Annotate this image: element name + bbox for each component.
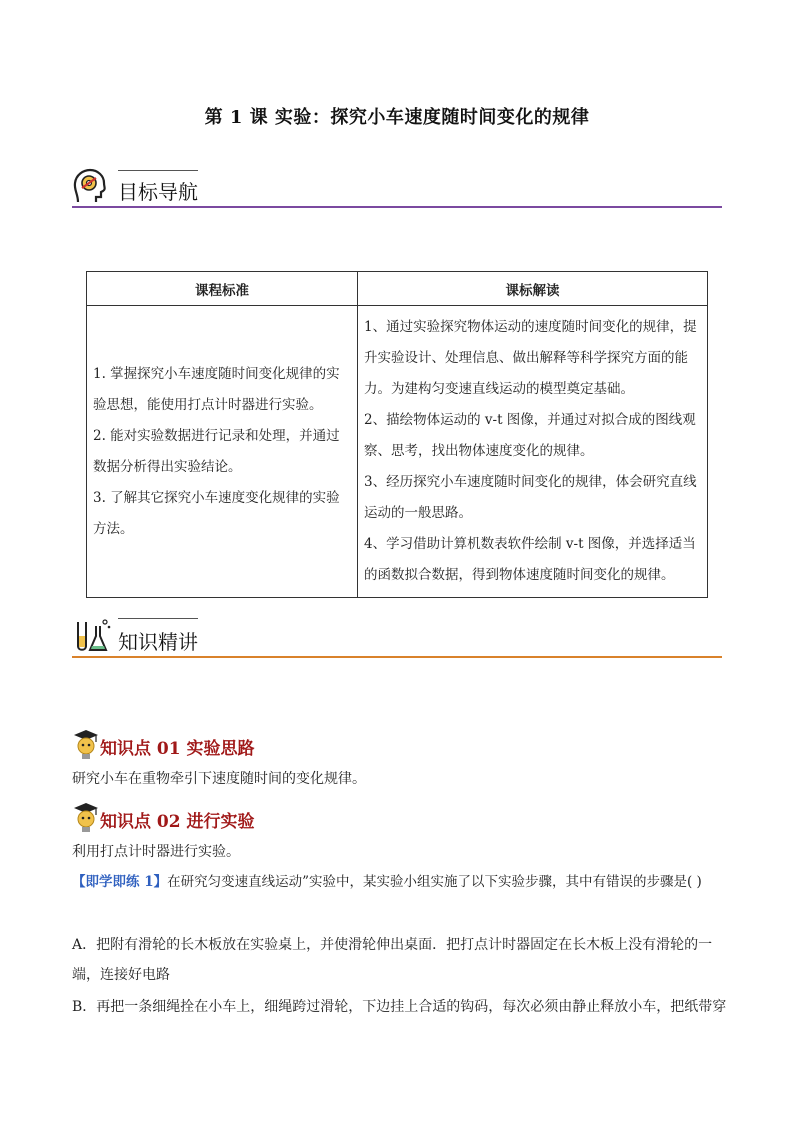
knowledge-point-01 (72, 728, 372, 762)
standard-item: 1. 掌握探究小车速度随时间变化规律的实验思想，能使用打点计时器进行实验。 (93, 365, 340, 413)
interpretation-item: 2、描绘物体运动的 v-t 图像，并通过对拟合成的图线观察、思考，找出物体速度变化的规律。 (364, 412, 696, 459)
section-goal-topline (118, 170, 198, 171)
knowledge-point-02-text: 利用打点计时器进行实验。 (72, 844, 240, 860)
section-goal-rule (72, 206, 722, 208)
page-title: 第 1 课 实验：探究小车速度随时间变化的规律 (204, 107, 590, 128)
knowledge-point-02 (72, 801, 372, 835)
practice-option-b: B．再把一条细绳拴在小车上，细绳跨过滑轮，下边挂上合适的钩码，每次必须由静止释放小车，把纸带穿 (72, 999, 727, 1015)
section-goal-label: 目标导航 (118, 180, 198, 204)
interpretation-item: 4、学习借助计算机数表软件绘制 v-t 图像，并选择适当的函数拟合数据，得到物体速度随时间变化的规律。 (364, 536, 696, 583)
section-knowledge-topline (118, 618, 198, 619)
graduate-bulb-icon (72, 728, 100, 762)
standard-item: 2. 能对实验数据进行记录和处理，并通过数据分析得出实验结论。 (93, 427, 340, 475)
flask-icon (72, 616, 112, 656)
table-header-standard: 课程标准 (87, 272, 358, 306)
table-cell-interpretations (358, 306, 708, 598)
practice-tag: 【即学即练 1】 (72, 874, 168, 890)
course-standard-table (86, 271, 708, 598)
head-gear-icon (72, 168, 108, 206)
practice-question (72, 867, 727, 897)
graduate-bulb-icon (72, 801, 100, 835)
knowledge-point-01-label: 知识点 01 实验思路 (100, 739, 255, 759)
interpretation-item: 3、经历探究小车速度随时间变化的规律，体会研究直线运动的一般思路。 (364, 474, 697, 521)
interpretation-item: 1、通过实验探究物体运动的速度随时间变化的规律，提升实验设计、处理信息、做出解释等科学探究方面的能力。为建构匀变速直线运动的模型奠定基础。 (364, 319, 697, 397)
table-header-interpretation: 课标解读 (358, 272, 708, 306)
knowledge-point-01-text: 研究小车在重物牵引下速度随时间的变化规律。 (72, 771, 366, 787)
section-goal-nav (72, 168, 722, 210)
section-knowledge-label: 知识精讲 (118, 630, 198, 654)
standard-item: 3. 了解其它探究小车速度变化规律的实验方法。 (93, 489, 340, 537)
knowledge-point-02-label: 知识点 02 进行实验 (100, 812, 255, 832)
section-knowledge (72, 616, 722, 660)
table-cell-standards (87, 306, 358, 598)
practice-question-text: 在研究匀变速直线运动”实验中，某实验小组实施了以下实验步骤，其中有错误的步骤是( ) (167, 874, 702, 890)
practice-option-a: A．把附有滑轮的长木板放在实验桌上，并使滑轮伸出桌面．把打点计时器固定在长木板上没有滑轮的一端，连接好电路 (72, 937, 713, 983)
section-knowledge-rule (72, 656, 722, 658)
